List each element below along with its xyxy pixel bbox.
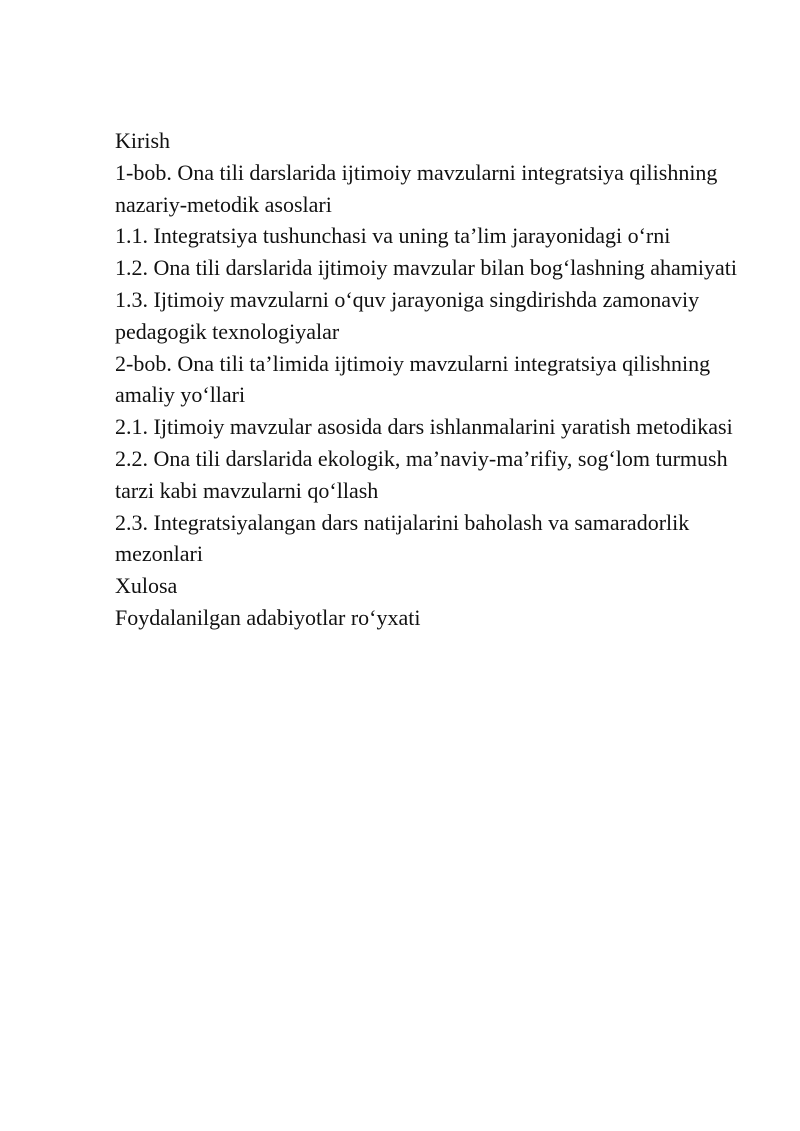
toc-section-2-3: 2.3. Integratsiyalangan dars natijalarini baholash va samaradorlik mezonlari [115, 509, 690, 567]
toc-section-1-3: 1.3. Ijtimoiy mavzularni o‘quv jarayoniga singdirishda zamonaviy pedagogik texnologiyalar [115, 286, 700, 344]
toc-section-1-1: 1.1. Integratsiya tushunchasi va uning ta’lim jarayonidagi o‘rni [115, 223, 671, 249]
toc-section-2-2: 2.2. Ona tili darslarida ekologik, ma’naviy-ma’rifiy, sog‘lom turmush tarzi kabi mavzularni qo‘llash [115, 445, 728, 503]
toc-introduction: Kirish [115, 128, 170, 153]
toc-chapter-1: 1-bob. Ona tili darslarida ijtimoiy mavzularni integratsiya qilishning nazariy-metodik asoslari [115, 159, 718, 217]
toc-chapter-2: 2-bob. Ona tili ta’limida ijtimoiy mavzularni integratsiya qilishning amaliy yo‘llari [115, 350, 711, 408]
table-of-contents [115, 125, 755, 634]
toc-conclusion: Xulosa [115, 573, 178, 599]
toc-section-2-1: 2.1. Ijtimoiy mavzular asosida dars ishlanmalarini yaratish metodikasi [115, 414, 733, 440]
toc-bibliography: Foydalanilgan adabiyotlar ro‘yxati [115, 604, 421, 630]
toc-section-1-2: 1.2. Ona tili darslarida ijtimoiy mavzular bilan bog‘lashning ahamiyati [115, 255, 737, 281]
